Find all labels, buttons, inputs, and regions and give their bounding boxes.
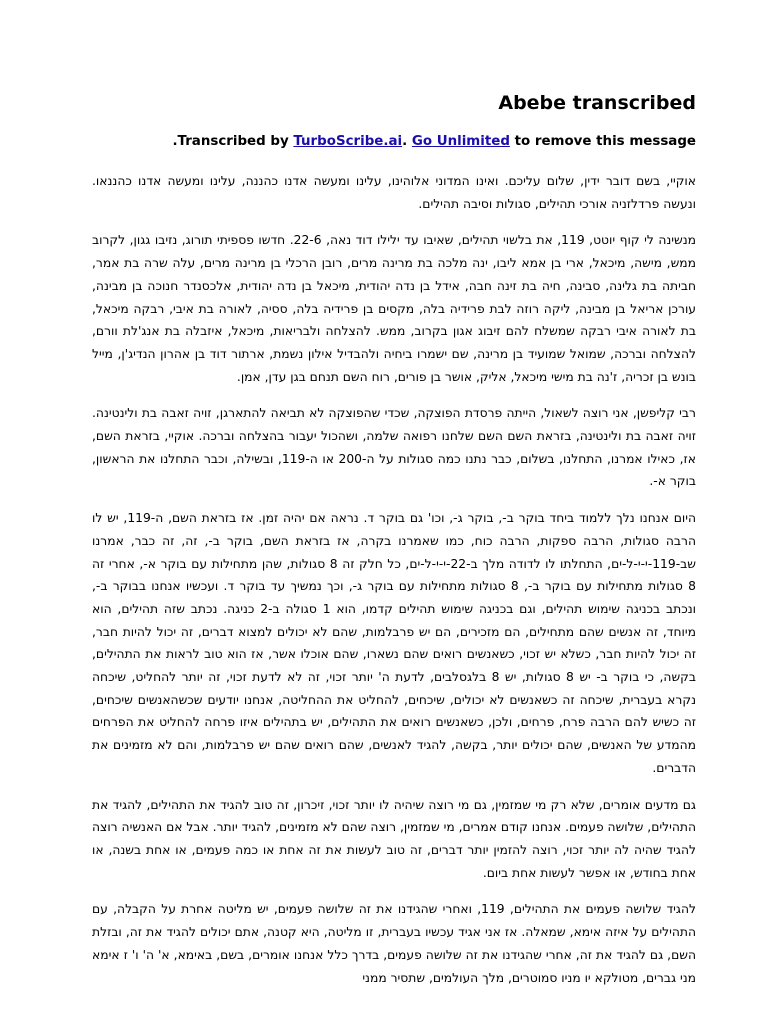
transcript-paragraph-2: מנשינה לי קוף יוטט, 119, את בלשוי תהילים, שאיבו עד ילילו דוד נאה, 22-6. חדשו פספיתי תורוג, נזיבו גגון, לקרוב ממש, מישה, מיכאל, ארי בן אמא ליבו, ינה מלכה בת מרינה מרים, רובן הרכלי בן מרינה מרים, עלה שרה בת אמר, חביתה בת גלינה, סבינה, חיה בת זינה חבה, אידל בן נדה יהודית, מיכאל בן נדה יהודית, אלכסנדר חנוכה בן מבינה, עורכן אריאל בן מבינה, ליקה רוזה לבת פרידיה בלה, מקסים בן פרידיה בלה, ססיה, לאורה בת איבי, רבקה מיכאל, בת לאורה איבי רבקה שמשלח להם זיבוג אגון בקרוב, ממש. להצלחה ולבריאות, מיכאל, איזבלה בת אנג'לת וורם, להצלחה וברכה, שמואל שמועיד בן מרינה, שם ישמרו ביחיה ולהבדיל אילון נשמת, ארתור דוד בן אהרון הנדיג'ן, מייל בונש בן זכריה, ז'נה בת מישי מיכאל, אליק, אושר בן פורים, רוח השם תנחם בגן עדן, אמן. xyxy=(92,233,697,384)
turboscribe-link[interactable]: TurboScribe.ai xyxy=(293,134,403,149)
document-title: Abebe transcribed xyxy=(498,92,696,114)
transcript-paragraph-6: להגיד שלושה פעמים את התהילים, 119, ואחרי שהגידנו את זה שלושה פעמים, יש מליטה אחרת על הקבלה, עם התהילים על איזה אימא, שמאלה. אז אני אגיד עכשיו בעברית, זו מליטה, היא קטנה, אתם יכולים להגיד את זה, ובזלת השם, גם להגיד את זה, אחרי שהגידנו את זה שלושה פעמים, בדרך כלל אנחנו אומרים, בשם, באימא, א' ה' ו' ז אימא מני גברים, מטולקא יו מניו סמוטרים, מלך העולמים, שתסיר ממני xyxy=(92,902,697,985)
transcript-paragraph-4: היום אנחנו נלך ללמוד ביחד בוקר ב-, בוקר ג-, וכו' גם בוקר ד. נראה אם יהיה זמן. אז בזראת השם, ה-119, יש לו הרבה סגולות, הרבה ספקות, הרבה כוח, כמו שאמרנו בקרה, אז בזראת השם, בוקר ב-, זה, זה כבר, אמרנו שב-119-י-י-ל-ים, התחלתו לו לדודה מלך ב-22-י-י-ל-ים, כל חלק זה 8 סגולות, שהן מתחילות עם בוקר א-, אחרי זה 8 סגולות מתחילות עם בוקר ב-, 8 סגולות מתחילות עם בוקר ג-, וכך נמשיך עד בוקר ד. ועכשיו אנחנו בבוקר ב-, ונכתב בכניגה שימוש תהילים, וגם בכניגה שימוש תהילים קדמו, הוא 1 סגולה ב-2 כניגה. נכתב שזה תהילים, הוא מיוחד, זה אנשים שהם מתחילים, הם מזכירים, הם יש פרבלמות, שהם לא יכולים למצוא דברים, זה יכול להיות חבר, זה יכול להיות חבר, כשלא יש זכוי, כשאנשים רואים שהם נשארו, שהם אוכלו אשר, אז הוא טוב לראות את התהילים, בקשה, כי בוקר ב- יש 8 סגולות, יש 8 בלגסלבים, לדעת ה' יותר זכוי, זה לא לדעת זכוי, זה יותר להחליט, שיכחה נקרא בעברית, שיכחה זה כשאנשים לא יכולים, שיכחים, להחליט את ההחליטה, אנחנו יודעים שכשהאנשים שיכחים, זה כשיש להם הרבה פרח, פרחים, ולכן, כשאנשים רואים את התהילים, יש בתהילים איזו פרחה להחליט את הפרחים מהמדע של האנשים, שהם יכולים יותר, בקשה, להגיד לאנשים, שהם רואים שהם יש פרבלמות, והם לא מזמינים את הדברים. xyxy=(92,511,697,775)
transcript-paragraph-5: גם מדעים אומרים, שלא רק מי שמזמין, גם מי רוצה שיהיה לו יותר זכוי, זיכרון, זה טוב להגיד את התהילים, להגיד את התהילים, שלושה פעמים. אנחנו קודם אמרים, מי שמזמין, רוצה שהם לא מזמינים, להגיד יותר. אבל אם האנשיה רוצה להגיד שהיה לה יותר זכוי, רוצה להזמין יותר דברים, זה טוב לעשות את זה אחת או כמה פעמים, או אחת בשנה, או אחת בחודש, או אפשר לעשות אחת ביום. xyxy=(92,797,696,880)
go-unlimited-link[interactable]: Go Unlimited xyxy=(411,134,510,149)
banner-suffix: to remove this message. xyxy=(172,134,696,149)
transcript-body xyxy=(92,170,696,989)
banner-middle: . xyxy=(402,134,412,149)
banner-prefix: Transcribed by xyxy=(177,134,294,149)
transcript-paragraph-3: רבי קליפשן, אני רוצה לשאול, הייתה פרסדת הפוצקה, שכדי שהפוצקה לא תביאה להתארגן, זויה זאבה בת ולינטינה. זויה זאבה בת ולינטינה, בזראת השם השם שלחנו רפואה שלמה, ושהכול יעבור בהצלחה וברכה. אוקיי, בזראת השם, אז, כאילו אמרנו, התחלנו, בשלום, כבר נתנו כמה סגולות על ה-200 או ה-119, ובשילה, וכבר התחלנו את הראשון, בוקר א-. xyxy=(92,406,697,489)
transcript-paragraph-1: אוקיי, בשם דובר ידין, שלום עליכם. ואינו המדוני אלוהינו, עלינו ומעשה אדנו כהננה, עלינו ומעשה אדנו כהננאו. ונעשה פרדלזניה אורכי תהילים, סגולות וסיבה תהילים. xyxy=(92,174,696,211)
transcription-banner xyxy=(92,132,696,152)
